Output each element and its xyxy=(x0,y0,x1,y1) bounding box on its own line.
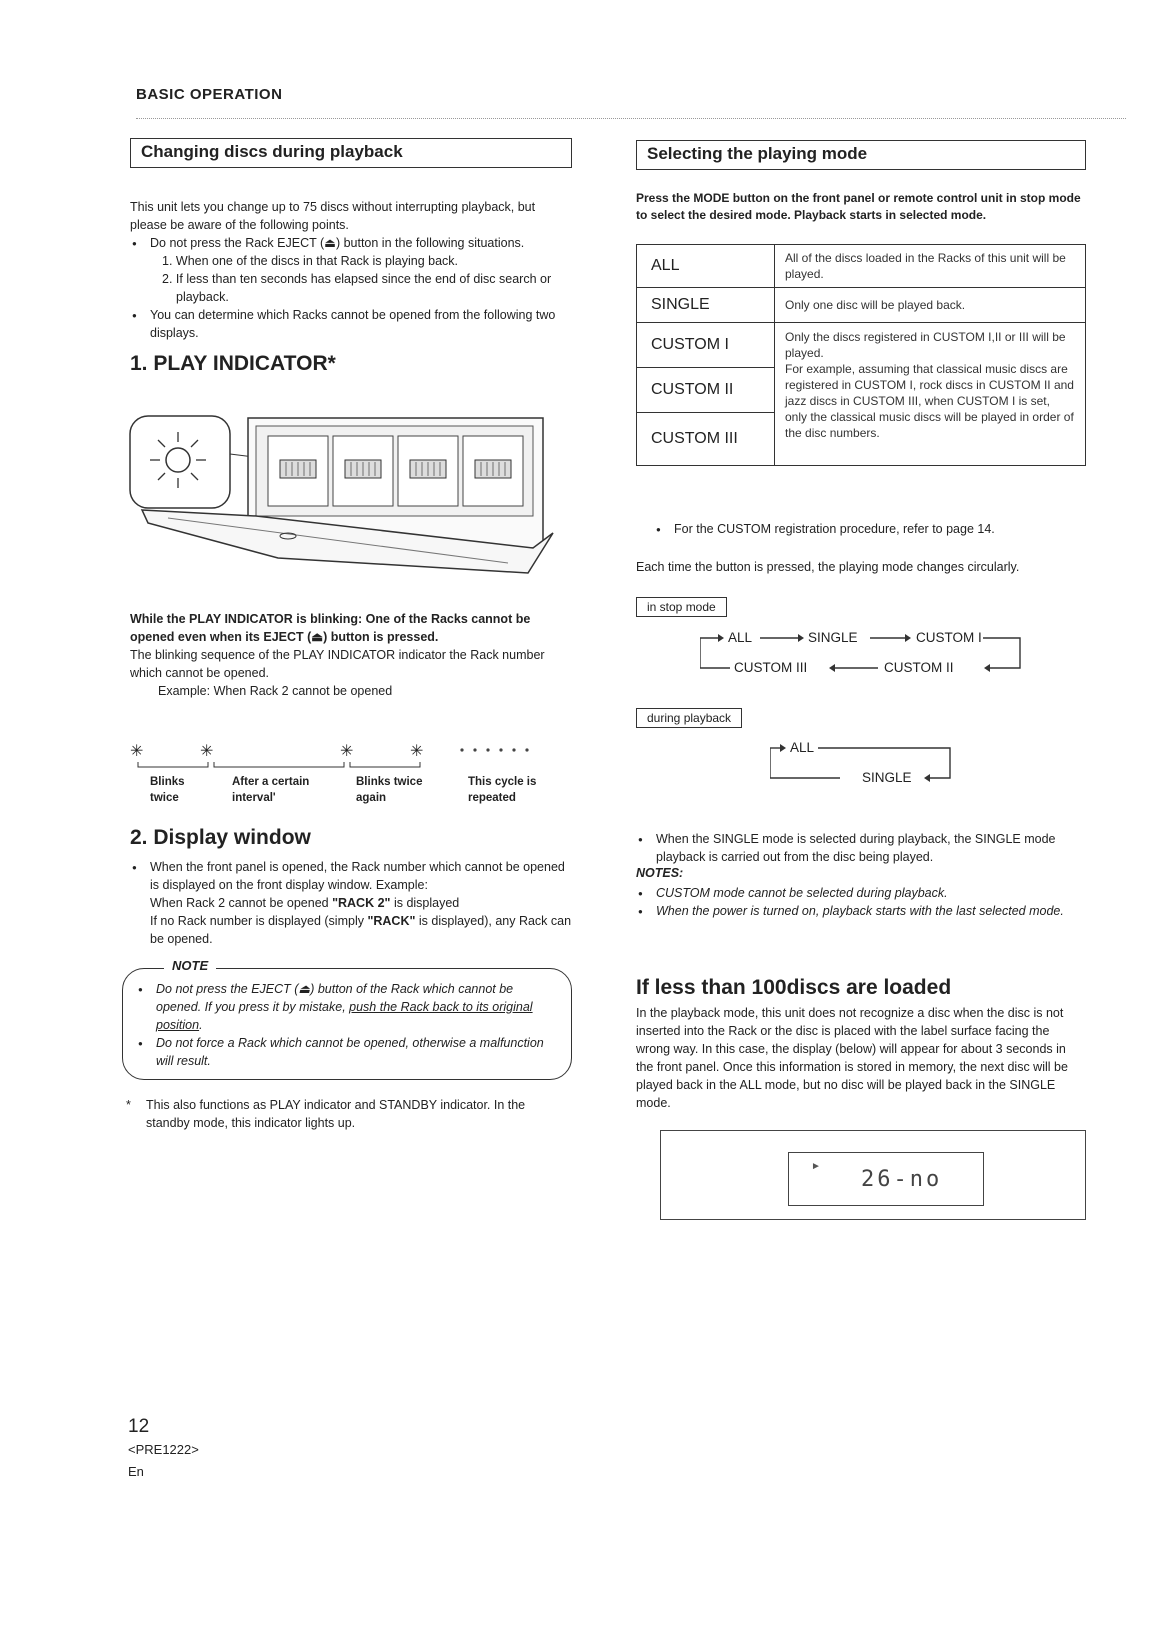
section-header: BASIC OPERATION xyxy=(136,86,283,103)
display-window xyxy=(788,1152,984,1206)
mode-single: SINGLE xyxy=(637,288,775,323)
blink-label-4 xyxy=(468,774,568,806)
blinking-sequence-text: The blinking sequence of the PLAY INDICATOR indicator the Rack number which cannot be opened. xyxy=(130,648,545,680)
unit-illustration xyxy=(128,398,568,598)
custom-desc-1: Only the discs registered in CUSTOM I,II or III will be played. xyxy=(785,330,1066,360)
racks-display-info: ● You can determine which Racks cannot be opened from the following two displays. xyxy=(130,306,572,342)
header-divider xyxy=(136,118,1126,119)
blink-label-2 xyxy=(232,774,342,806)
flow-stop-all: ALL xyxy=(728,630,753,645)
note-1-underlined: push the Rack back to its original position xyxy=(156,1000,533,1032)
rack2-text: When Rack 2 cannot be opened xyxy=(150,896,333,910)
note-content xyxy=(136,980,560,1070)
footnote-mark: * xyxy=(126,1098,131,1112)
svg-text:✳: ✳ xyxy=(340,741,354,760)
notes-list xyxy=(636,884,1084,920)
flow-play-single: SINGLE xyxy=(862,770,912,785)
notes-title: NOTES: xyxy=(636,866,684,880)
blink-label-4-line2: repeated xyxy=(468,792,516,804)
mode-all-desc: All of the discs loaded in the Racks of this unit will be played. xyxy=(775,245,1086,288)
rack-quote: "RACK" xyxy=(367,914,416,928)
blink-sequence-diagram xyxy=(130,740,570,770)
svg-text:✳: ✳ xyxy=(130,741,144,760)
notes-item-1: ● CUSTOM mode cannot be selected during playback. xyxy=(636,884,1084,902)
note-item-1 xyxy=(136,980,560,1034)
single-mode-note: ● When the SINGLE mode is selected during playback, the SINGLE mode playback is carried out from the disc being played. xyxy=(636,830,1104,866)
modes-table xyxy=(636,244,1086,466)
display-window-text xyxy=(130,858,572,948)
blink-label-1 xyxy=(150,774,220,806)
custom-desc-2: For example, assuming that classical music discs are registered in CUSTOM I, rock discs in CUSTOM II and jazz discs in CUSTOM III, when CUSTOM I is set, only the classical music discs will be played in order of the disc numbers. xyxy=(785,362,1074,440)
changing-discs-title: Changing discs during playback xyxy=(130,138,572,168)
mode-custom-2: CUSTOM II xyxy=(637,368,775,413)
no-rack-text: If no Rack number is displayed (simply xyxy=(150,914,368,928)
mode-all: ALL xyxy=(637,245,775,288)
blink-example: Example: When Rack 2 cannot be opened xyxy=(158,684,393,698)
flow-stop-single: SINGLE xyxy=(808,630,858,645)
notes-item-2: ● When the power is turned on, playback starts with the last selected mode. xyxy=(636,902,1084,920)
play-indicator-heading: 1. PLAY INDICATOR* xyxy=(130,352,336,375)
mode-row-single xyxy=(637,288,1086,323)
blink-label-3 xyxy=(356,774,456,806)
playback-label: during playback xyxy=(636,708,742,728)
less-discs-text: In the playback mode, this unit does not recognize a disc when the disc is not inserted into the Rack or the disc is placed with the label surface facing the wrong way. In this case, the display (below) will appear for about 3 seconds in the front panel. Once this information is stored in memory, the next disc will be played back in the ALL mode, but no disc will be played back in the SINGLE mode. xyxy=(636,1006,1068,1110)
blinking-warning: While the PLAY INDICATOR is blinking: One of the Racks cannot be opened even when its EJECT (⏏) button is pressed. xyxy=(130,612,531,644)
display-window-desc: ● When the front panel is opened, the Rack number which cannot be opened is displayed on the front display window. Example: xyxy=(130,858,572,894)
mode-row-custom1 xyxy=(637,323,1086,368)
eject-case-1: 1. When one of the discs in that Rack is playing back. xyxy=(162,254,458,268)
flow-stop-custom-1: CUSTOM I xyxy=(916,630,982,645)
svg-text:✳: ✳ xyxy=(410,741,424,760)
display-window-heading: 2. Display window xyxy=(130,826,311,849)
rack2-quote: "RACK 2" xyxy=(332,896,391,910)
mode-custom-desc xyxy=(775,323,1086,466)
blink-label-4-line1: This cycle is xyxy=(468,776,537,788)
blink-label-3-line1: Blinks twice xyxy=(356,776,423,788)
stop-mode-label: in stop mode xyxy=(636,597,727,617)
blink-label-3-line2: again xyxy=(356,792,387,804)
flow-stop-custom-2: CUSTOM II xyxy=(884,660,954,675)
rack2-example xyxy=(130,894,572,912)
note-1-end: . xyxy=(199,1018,203,1032)
cycle-text: Each time the button is pressed, the playing mode changes circularly. xyxy=(636,560,1020,574)
rack2-text-end: is displayed xyxy=(390,896,460,910)
less-discs-heading: If less than 100discs are loaded xyxy=(636,976,952,999)
playing-mode-title: Selecting the playing mode xyxy=(636,140,1086,170)
mode-row-all xyxy=(637,245,1086,288)
intro-text: This unit lets you change up to 75 discs without interrupting playback, but please be aware of the following points. xyxy=(130,200,536,232)
display-readout: 26-no xyxy=(861,1167,943,1192)
changing-discs-body xyxy=(130,198,572,342)
eject-case-2: 2. If less than ten seconds has elapsed since the end of disc search or playback. xyxy=(162,272,552,304)
play-icon: ► xyxy=(811,1161,821,1172)
language-code: En xyxy=(128,1464,144,1479)
note-title: NOTE xyxy=(164,958,216,973)
note-item-2: ● Do not force a Rack which cannot be opened, otherwise a malfunction will result. xyxy=(136,1034,560,1070)
no-rack-example xyxy=(130,912,572,948)
mode-instruction: Press the MODE button on the front panel or remote control unit in stop mode to select the desired mode. Playback starts in selected mode. xyxy=(636,191,1081,222)
page-number: 12 xyxy=(128,1416,150,1437)
blink-label-1-line2: twice xyxy=(150,792,179,804)
no-rack-text-end: is displayed), any Rack can be opened. xyxy=(150,914,572,946)
eject-warning: ● Do not press the Rack EJECT (⏏) button in the following situations. xyxy=(130,234,572,252)
footnote xyxy=(126,1096,572,1132)
footnote-text: This also functions as PLAY indicator and STANDBY indicator. In the standby mode, this indicator lights up. xyxy=(146,1098,526,1130)
flow-play-all: ALL xyxy=(790,740,815,755)
blink-label-1-line1: Blinks xyxy=(150,776,185,788)
blink-label-2-line2: interval' xyxy=(232,792,276,804)
blink-label-2-line1: After a certain xyxy=(232,776,310,788)
note-1-text: Do not press the EJECT (⏏) button of the Rack which cannot be opened. If you press it by mistake, xyxy=(156,982,514,1014)
mode-single-desc: Only one disc will be played back. xyxy=(775,288,1086,323)
flow-stop-custom-3: CUSTOM III xyxy=(734,660,808,675)
mode-custom-3: CUSTOM III xyxy=(637,413,775,466)
custom-ref: ● For the CUSTOM registration procedure, refer to page 14. xyxy=(654,520,1104,538)
mode-custom-1: CUSTOM I xyxy=(637,323,775,368)
svg-text:✳: ✳ xyxy=(200,741,214,760)
doc-code: <PRE1222> xyxy=(128,1442,199,1457)
play-indicator-text xyxy=(130,610,572,700)
